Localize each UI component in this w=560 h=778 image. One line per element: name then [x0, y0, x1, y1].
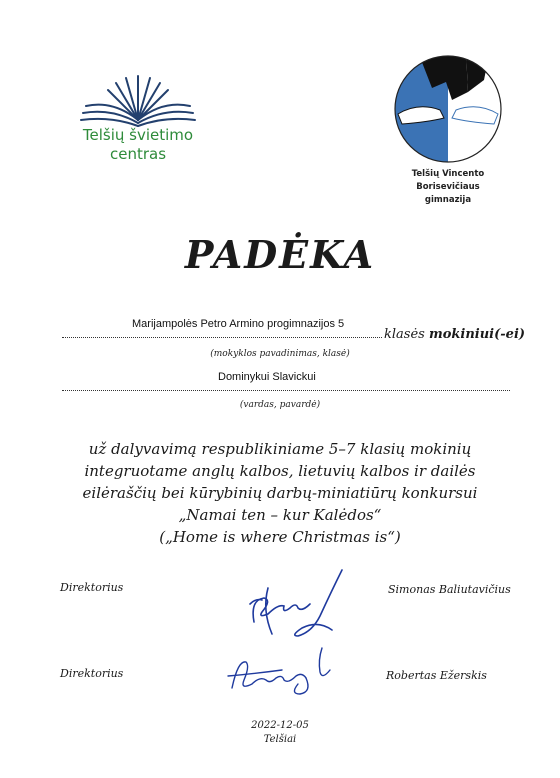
- school-suffix-bold: mokiniui(-ei): [428, 327, 526, 342]
- body-line-2: integruotame anglų kalbos, lietuvių kalbos ir dailės: [84, 462, 476, 480]
- school-fill-line: [62, 336, 382, 338]
- signature-1-image: [232, 560, 362, 650]
- signatory-2-role: Direktorius: [60, 667, 124, 680]
- school-suffix-plain: klasės: [384, 327, 429, 342]
- signature-2-image: [222, 640, 342, 700]
- gymnasium-emblem-icon: [388, 52, 508, 167]
- body-line-3: eilėraščių bei kūrybinių darbų-miniatiūrų konkursui: [82, 484, 478, 502]
- school-suffix: [384, 327, 525, 342]
- body-line-5: („Home is where Christmas is“): [159, 528, 401, 546]
- student-fill-line: [62, 389, 510, 391]
- logo-right-caption-line2: gimnazija: [424, 195, 472, 205]
- issue-place: Telšiai: [263, 734, 297, 745]
- school-hint: (mokyklos pavadinimas, klasė): [210, 349, 350, 359]
- signatory-1-name: Simonas Baliutavičius: [388, 583, 511, 596]
- student-hint: (vardas, pavardė): [239, 400, 321, 410]
- book-fan-icon: [78, 70, 198, 130]
- school-name-value: Marijampolės Petro Armino progimnazijos 5: [132, 318, 345, 330]
- signatory-1-role: Direktorius: [60, 581, 124, 594]
- telsiu-svietimo-centras-logo: [78, 70, 198, 180]
- signatory-2-name: Robertas Ežerskis: [386, 669, 487, 682]
- certificate-title: PADĖKA: [184, 232, 376, 277]
- award-description: [40, 438, 520, 548]
- logo-right-caption-line1: Telšių Vincento Borisevičiaus: [411, 169, 485, 192]
- student-name-value: Dominykui Slavickui: [218, 371, 316, 383]
- logo-left-line2: centras: [109, 145, 167, 163]
- body-line-1: už dalyvavimą respublikiniame 5–7 klasių mokinių: [88, 440, 472, 458]
- logo-left-line1: Telšių švietimo: [82, 126, 194, 144]
- body-line-4: „Namai ten – kur Kalėdos“: [178, 506, 382, 524]
- issue-date: 2022-12-05: [251, 720, 309, 731]
- gimnazija-logo: [388, 52, 508, 205]
